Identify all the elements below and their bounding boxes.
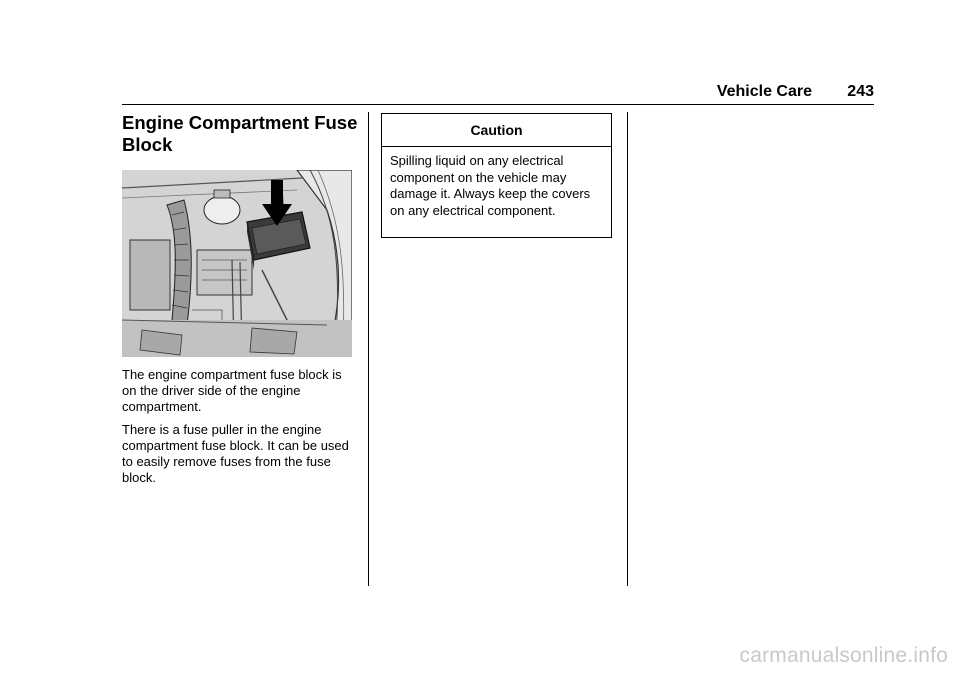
caution-text: Spilling liquid on any electrical component on the vehicle may damage it. Always keep the covers on any electrical component. [390,153,591,218]
paragraph-fuse-puller: There is a fuse puller in the engine compartment fuse block. It can be used to easily remove fuses from the fuse block. [122,422,349,485]
engine-compartment-figure [122,170,352,357]
engine-compartment-illustration [122,170,352,357]
watermark: carmanualsonline.info [739,644,948,667]
column-divider-2 [627,112,628,586]
down-arrow-icon [262,180,292,226]
page-header [122,80,874,105]
section-title: Vehicle Care [716,83,812,100]
caution-heading: Caution [382,114,611,147]
paragraph-location: The engine compartment fuse block is on the driver side of the engine compartment. [122,367,342,414]
page-title: Engine Compartment Fuse Block [122,112,358,155]
column-divider-1 [368,112,369,586]
caution-box [381,113,612,238]
page-number: 243 [847,83,874,100]
